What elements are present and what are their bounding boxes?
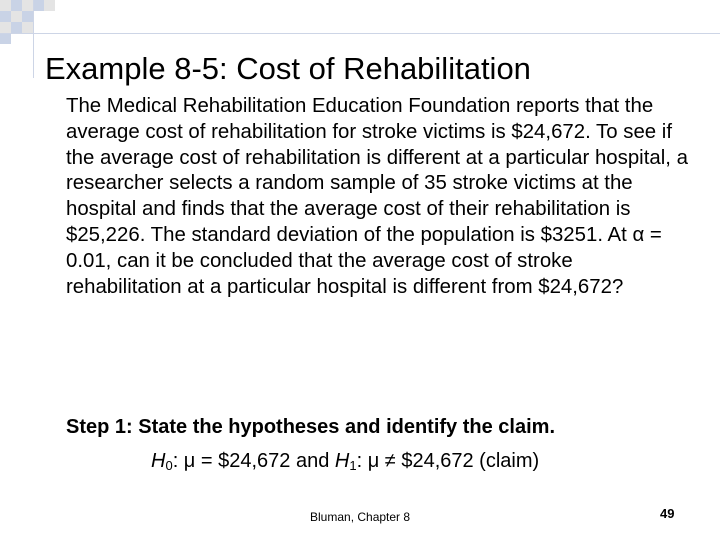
problem-text: The Medical Rehabilitation Education Foundation reports that the average cost of rehabilitation for stroke victims is $24,672. To see if the average cost of rehabilitation is different at a particular hospital, a researcher selects a random sample of 35 stroke victims at the hospital and finds that the average cost of their rehabilitation is $25,226. The standard deviation of the population is $3251. At α = 0.01, can it be concluded that the average cost of stroke rehabilitation at a particular hospital is different from $24,672? xyxy=(66,95,688,298)
h0-symbol: H xyxy=(151,450,166,472)
page-number: 49 xyxy=(660,506,675,521)
corner-decoration xyxy=(0,0,80,45)
h1-symbol: H xyxy=(334,450,350,472)
h0-subscript: 0 xyxy=(165,458,173,473)
step-1-heading: Step 1: State the hypotheses and identify the claim. xyxy=(66,416,555,438)
side-rule xyxy=(33,0,34,78)
slide-footer: Bluman, Chapter 8 xyxy=(310,510,411,524)
slide-title: Example 8-5: Cost of Rehabilitation xyxy=(45,51,531,86)
h1-subscript: 1 xyxy=(349,458,357,473)
h1-statement: : μ ≠ $24,672 (claim) xyxy=(356,450,540,472)
h0-statement: : μ = $24,672 and xyxy=(172,450,335,472)
header-rule xyxy=(0,33,720,34)
hypotheses-line xyxy=(151,448,539,474)
